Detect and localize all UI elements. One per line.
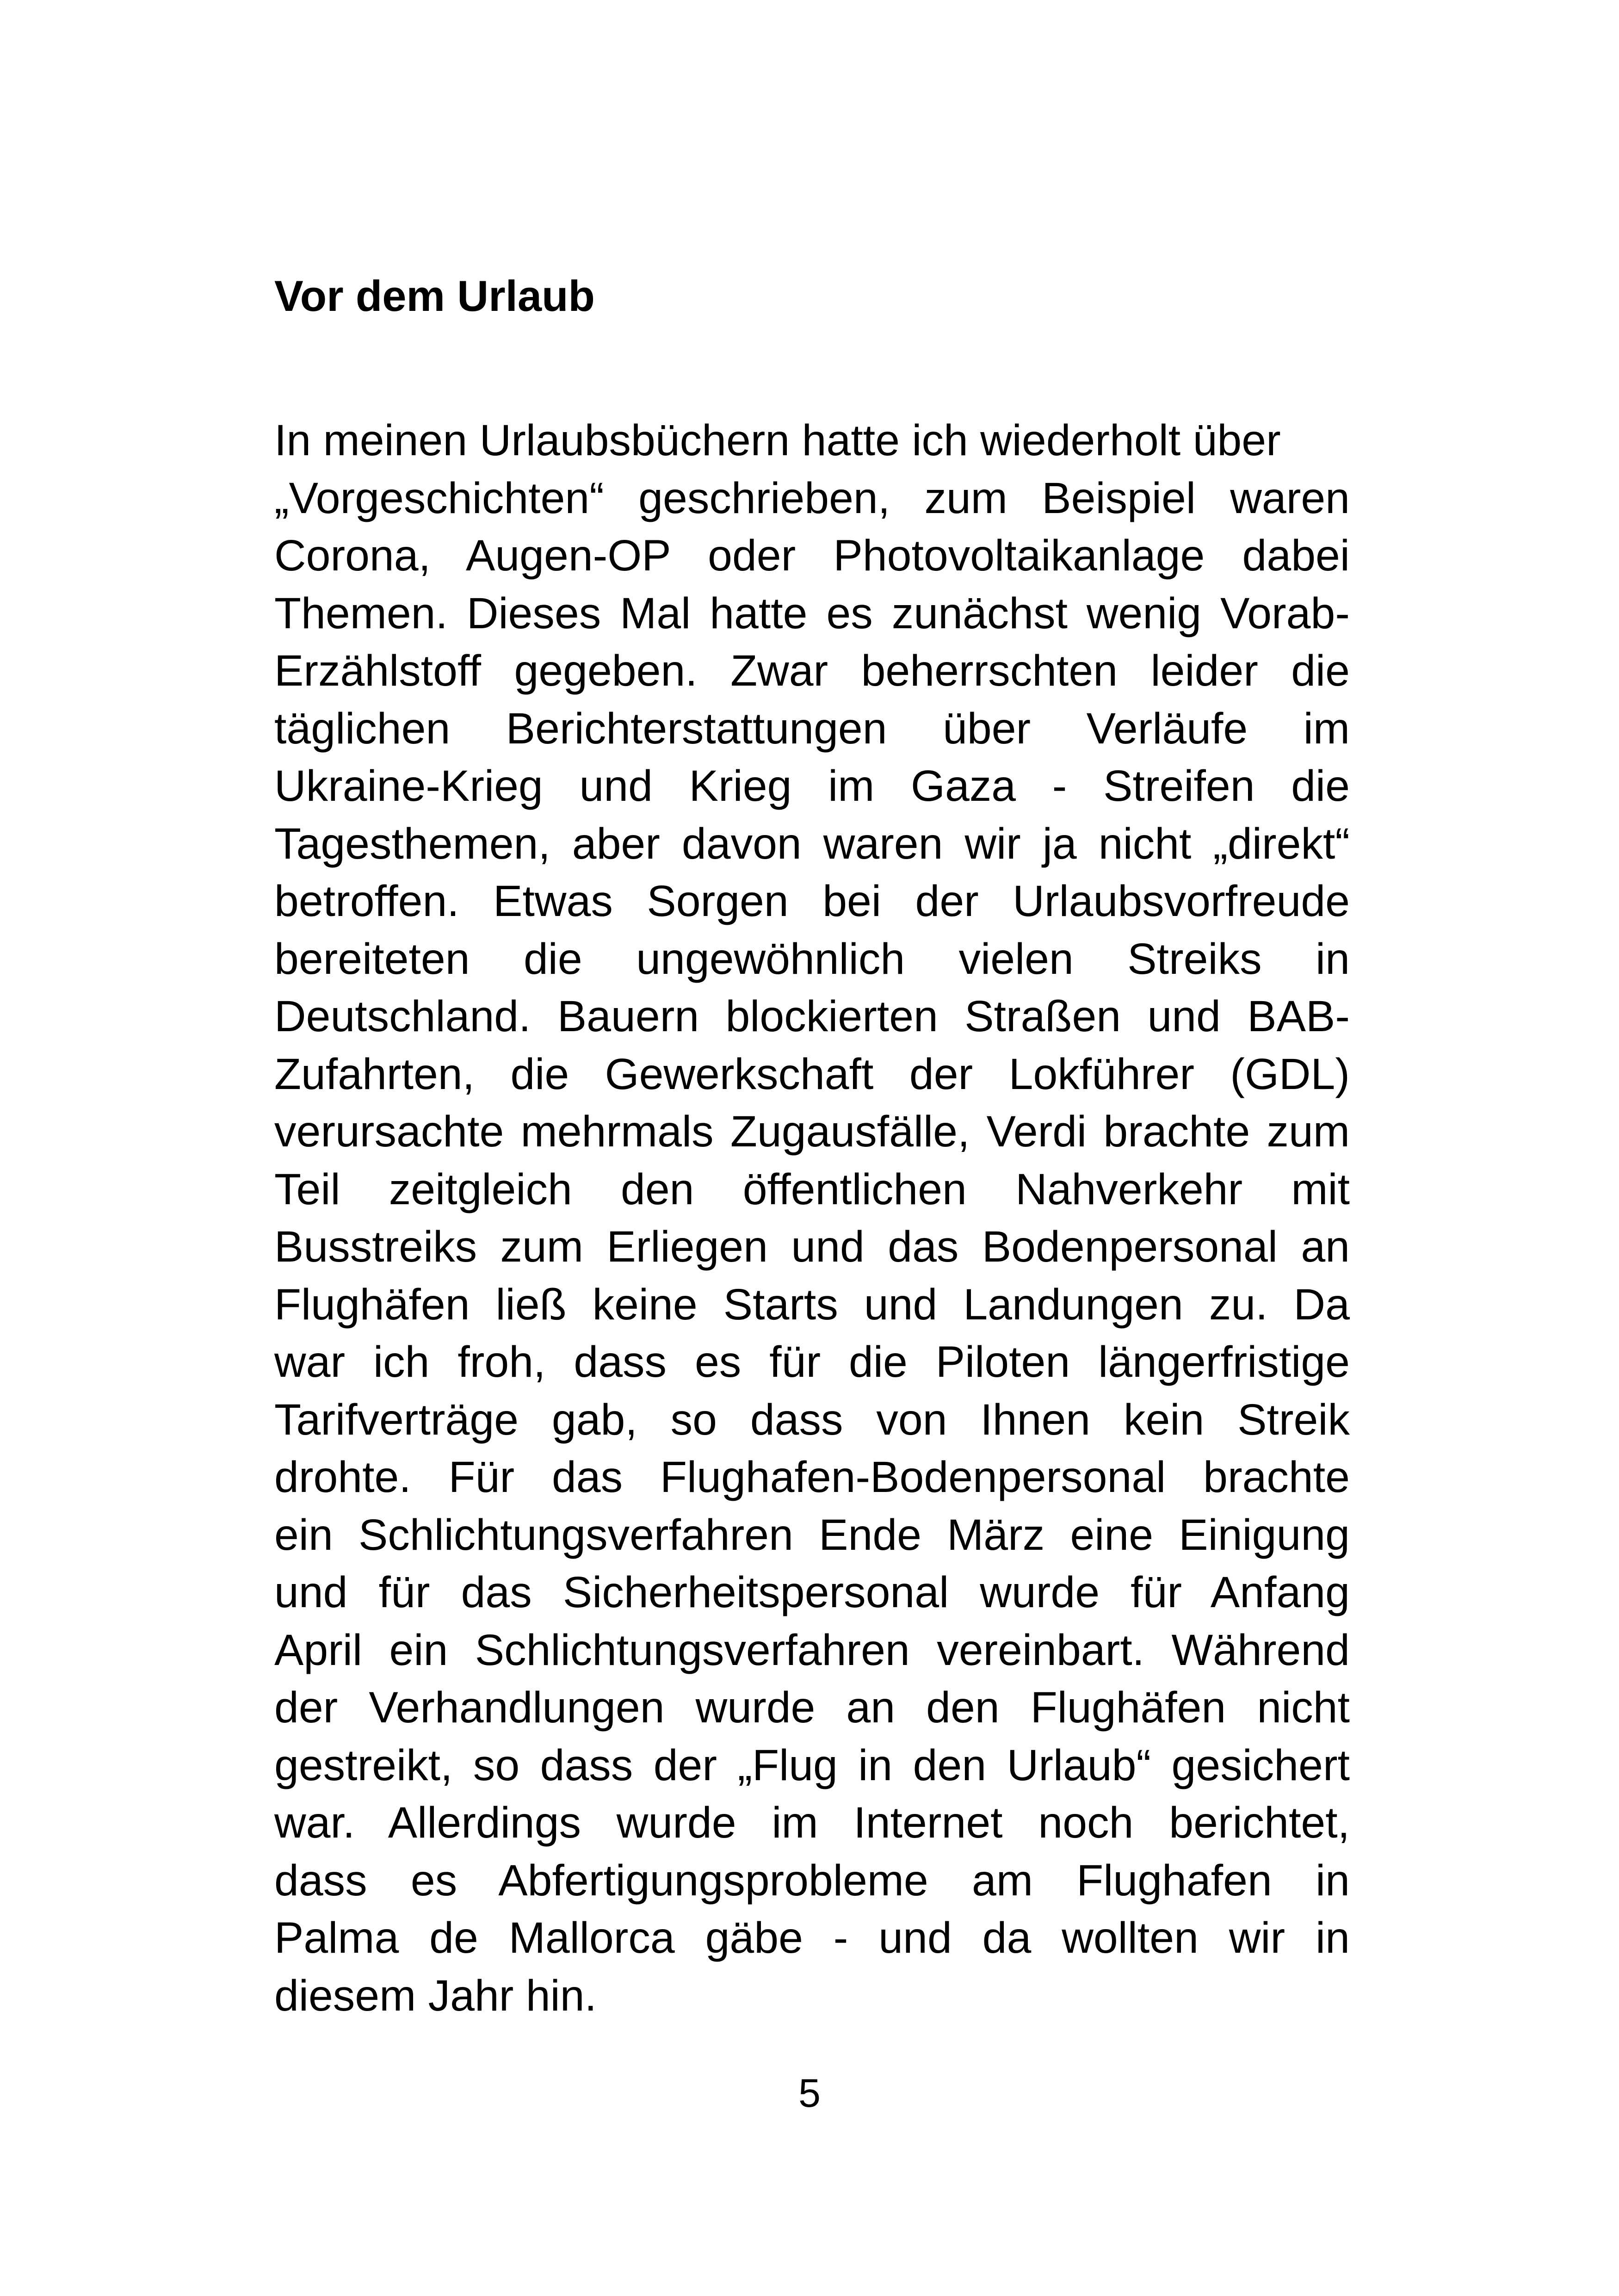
page-number: 5: [798, 2071, 821, 2116]
text-line: „Vorgeschichten“ geschrieben, zum Beispiel waren: [274, 473, 1350, 523]
text-line: Busstreiks zum Erliegen und das Bodenpersonal an: [274, 1222, 1350, 1271]
text-line: April ein Schlichtungsverfahren vereinbart. Während: [274, 1625, 1350, 1675]
text-line: diesem Jahr hin.: [274, 1971, 597, 2020]
text-line: Palma de Mallorca gäbe - und da wollten wir in: [274, 1913, 1350, 1962]
text-line: war. Allerdings wurde im Internet noch berichtet,: [274, 1798, 1350, 1847]
text-line: gestreikt, so dass der „Flug in den Urlaub“ gesichert: [274, 1740, 1350, 1790]
text-line: Tarifverträge gab, so dass von Ihnen kein Streik: [274, 1395, 1350, 1444]
chapter-body: [274, 412, 1350, 2024]
text-line: war ich froh, dass es für die Piloten längerfristige: [274, 1337, 1350, 1386]
text-line: drohte. Für das Flughafen-Bodenpersonal brachte: [274, 1453, 1350, 1502]
text-line: Deutschland. Bauern blockierten Straßen und BAB-: [274, 992, 1350, 1041]
text-line: Flughäfen ließ keine Starts und Landungen zu. Da: [274, 1280, 1350, 1329]
text-line: Zufahrten, die Gewerkschaft der Lokführer (GDL): [274, 1049, 1350, 1099]
text-line: Erzählstoff gegeben. Zwar beherrschten leider die: [274, 646, 1350, 695]
text-line: Corona, Augen-OP oder Photovoltaikanlage dabei: [274, 531, 1350, 580]
chapter-title: Vor dem Urlaub: [274, 272, 595, 320]
text-line: Ukraine-Krieg und Krieg im Gaza - Streifen die: [274, 761, 1350, 811]
text-line: betroffen. Etwas Sorgen bei der Urlaubsvorfreude: [274, 877, 1350, 926]
text-line: In meinen Urlaubsbüchern hatte ich wiederholt über: [274, 416, 1281, 465]
text-line: und für das Sicherheitspersonal wurde für Anfang: [274, 1568, 1350, 1617]
text-line: täglichen Berichterstattungen über Verläufe im: [274, 704, 1350, 753]
text-line: Teil zeitgleich den öffentlichen Nahverkehr mit: [274, 1164, 1350, 1214]
text-line: Themen. Dieses Mal hatte es zunächst wenig Vorab-: [274, 588, 1350, 638]
text-line: Tagesthemen, aber davon waren wir ja nicht „direkt“: [274, 819, 1350, 868]
text-line: verursachte mehrmals Zugausfälle, Verdi brachte zum: [274, 1107, 1350, 1156]
text-line: der Verhandlungen wurde an den Flughäfen nicht: [274, 1683, 1350, 1732]
text-line: ein Schlichtungsverfahren Ende März eine Einigung: [274, 1510, 1350, 1560]
text-line: dass es Abfertigungsprobleme am Flughafen in: [274, 1856, 1350, 1905]
text-line: bereiteten die ungewöhnlich vielen Streiks in: [274, 934, 1350, 984]
